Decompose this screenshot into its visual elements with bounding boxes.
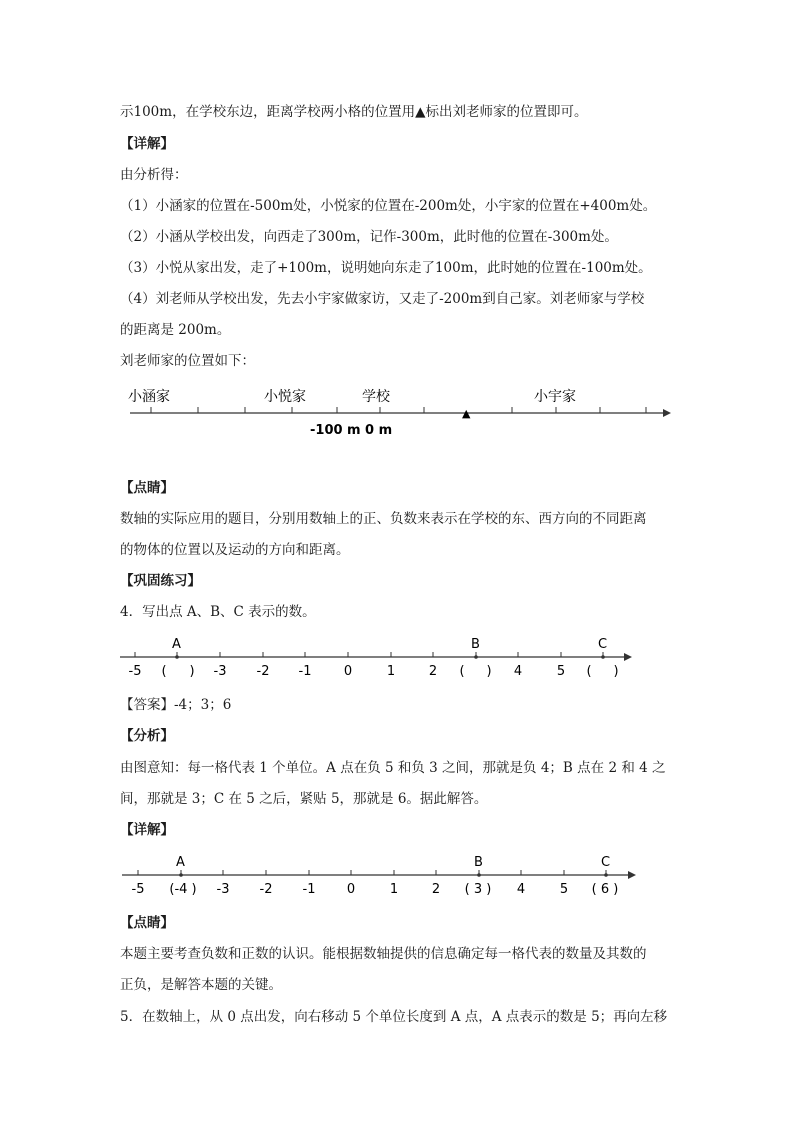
tick-label: -3 xyxy=(213,664,227,679)
point-a-dot xyxy=(179,873,183,877)
blank-paren-close: ) xyxy=(613,664,619,679)
triangle-marker-icon: ▲ xyxy=(462,407,471,420)
blank-paren-close: ) xyxy=(486,664,492,679)
detail-number-line xyxy=(0,852,794,902)
tick-label: 5 xyxy=(559,882,569,897)
question-text: 5．在数轴上，从 0 点出发，向右移动 5 个单位长度到 A 点，A 点表示的数是 5；再向左移 xyxy=(120,1009,668,1025)
text-line: 间，那就是 3；C 在 5 之后，紧贴 5，那就是 6。据此解答。 xyxy=(120,791,488,807)
text-line: 示100m，在学校东边，距离学校两小格的位置用▲标出刘老师家的位置即可。 xyxy=(120,104,588,120)
point-b-dot xyxy=(474,655,478,659)
point-c-dot xyxy=(601,655,605,659)
label-xiaoyue: 小悦家 xyxy=(264,389,306,405)
arrow-head-icon xyxy=(663,409,671,417)
point-a-label: A xyxy=(176,855,185,870)
tick-label-zero: 0 m xyxy=(365,423,393,438)
section-heading: 【详解】 xyxy=(120,822,174,838)
section-heading: 【点睛】 xyxy=(120,915,174,931)
label-xiaohan: 小涵家 xyxy=(128,389,170,405)
blank-paren-open: ( xyxy=(459,664,465,679)
answer-c: ( 6 ) xyxy=(591,882,619,897)
tick-label: 2 xyxy=(431,882,441,897)
tick-label: 2 xyxy=(428,664,438,679)
text-line: 由图意知：每一格代表 1 个单位。A 点在负 5 和负 3 之间，那就是负 4；B 点在 2 和 4 之 xyxy=(120,760,666,776)
tick-label: -5 xyxy=(131,882,145,897)
text-line: 正负，是解答本题的关键。 xyxy=(120,977,282,993)
blank-paren-open: ( xyxy=(586,664,592,679)
answer-a: (-4 ) xyxy=(169,882,197,897)
point-b-label: B xyxy=(471,637,480,652)
tick-label: 5 xyxy=(556,664,566,679)
point-c-dot xyxy=(604,873,608,877)
text-line: （2）小涵从学校出发，向西走了300m，记作-300m，此时他的位置在-300m处。 xyxy=(120,229,618,245)
text-line: 的物体的位置以及运动的方向和距离。 xyxy=(120,542,350,558)
point-a-dot xyxy=(175,655,179,659)
text-line: 由分析得： xyxy=(120,167,188,183)
tick-label: -2 xyxy=(256,664,270,679)
tick-label: -1 xyxy=(298,664,312,679)
text-line: （4）刘老师从学校出发，先去小宇家做家访，又走了-200m到自己家。刘老师家与学校 xyxy=(120,291,645,307)
point-a-label: A xyxy=(172,637,181,652)
point-b-label: B xyxy=(474,855,483,870)
question-text: 4．写出点 A、B、C 表示的数。 xyxy=(120,604,316,620)
tick-label: 1 xyxy=(386,664,396,679)
q4-number-line xyxy=(0,634,794,684)
answer-text: 【答案】-4；3；6 xyxy=(120,697,232,713)
tick-label: 0 xyxy=(343,664,353,679)
blank-paren-close: ) xyxy=(189,664,195,679)
tick-label-minus100: -100 m xyxy=(310,423,361,438)
point-c-label: C xyxy=(601,855,611,870)
section-heading: 【分析】 xyxy=(120,728,174,744)
section-heading: 【巩固练习】 xyxy=(120,573,201,589)
tick-label: -2 xyxy=(259,882,273,897)
arrow-head-icon xyxy=(624,653,632,661)
tick-label: -5 xyxy=(128,664,142,679)
tick-label: -1 xyxy=(302,882,316,897)
text-line: 本题主要考查负数和正数的认识。能根据数轴提供的信息确定每一格代表的数量及其数的 xyxy=(120,946,647,962)
tick-label: 0 xyxy=(346,882,356,897)
label-school: 学校 xyxy=(362,389,390,405)
map-number-line xyxy=(0,380,794,440)
tick-label: 1 xyxy=(389,882,399,897)
text-line: （1）小涵家的位置在-500m处，小悦家的位置在-200m处，小宇家的位置在+400m处。 xyxy=(120,198,657,214)
label-xiaoyu: 小宇家 xyxy=(534,389,576,405)
tick-label: 4 xyxy=(516,882,526,897)
text-line: （3）小悦从家出发，走了+100m，说明她向东走了100m，此时她的位置在-100m处。 xyxy=(120,260,652,276)
arrow-head-icon xyxy=(628,871,636,879)
point-b-dot xyxy=(477,873,481,877)
text-line: 的距离是 200m。 xyxy=(120,322,231,338)
point-c-label: C xyxy=(598,637,608,652)
blank-paren-open: ( xyxy=(161,664,167,679)
text-line: 刘老师家的位置如下： xyxy=(120,353,255,369)
answer-b: ( 3 ) xyxy=(464,882,492,897)
text-line: 数轴的实际应用的题目，分别用数轴上的正、负数来表示在学校的东、西方向的不同距离 xyxy=(120,511,647,527)
section-heading: 【点睛】 xyxy=(120,480,174,496)
tick-label: 4 xyxy=(513,664,523,679)
tick-label: -3 xyxy=(216,882,230,897)
section-heading: 【详解】 xyxy=(120,136,174,152)
